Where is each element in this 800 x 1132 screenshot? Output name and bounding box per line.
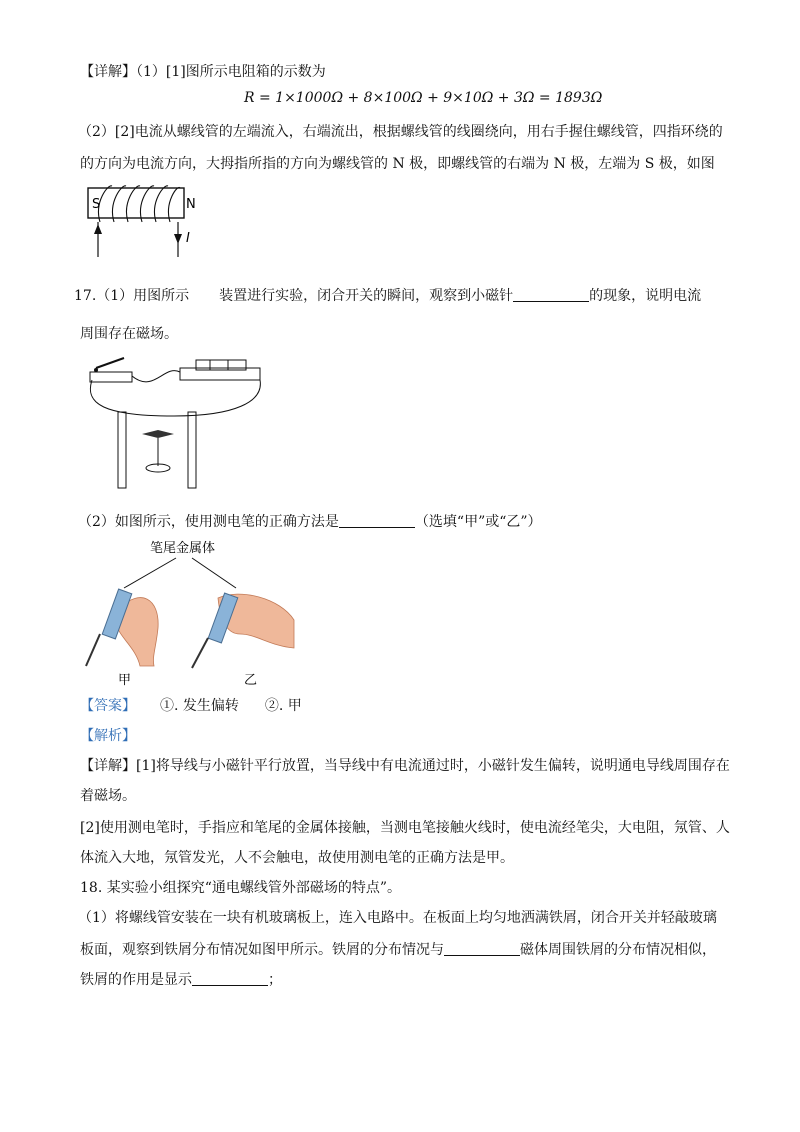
q17-p1 — [74, 286, 701, 306]
q17-d2a: [2]使用测电笔时，手指应和笔尾的金属体接触，当测电笔接触火线时，使电流经笔尖，大电阻，氖管、人 — [80, 820, 730, 836]
q17-d1b: 着磁场。 — [80, 788, 136, 804]
oersted-apparatus-figure — [84, 354, 274, 494]
q17-detail-line1 — [80, 756, 730, 776]
sec16-p1: （1）[1]图所示电阻箱的示数为 — [136, 64, 326, 80]
sec16-line1 — [80, 62, 326, 82]
label-yi: 乙 — [244, 673, 258, 688]
q18-p1d-line — [80, 970, 282, 990]
q18-p1d: 铁屑的作用是显示 — [80, 972, 192, 988]
sec16-p2a: （2）[2]电流从螺线管的左端流入，右端流出，根据螺线管的线圈绕向，用右手握住螺线管，四指环绕的 — [78, 124, 723, 140]
answer-tag: 【答案】 — [80, 698, 136, 714]
detail-tag-2: 【详解】 — [80, 758, 136, 774]
answer-blank-1[interactable] — [513, 287, 589, 302]
label-jia: 甲 — [118, 673, 132, 688]
n-pole-label: N — [186, 197, 196, 212]
q17-p1d: 周围存在磁场。 — [80, 326, 178, 342]
q18-p1e: ； — [268, 972, 282, 988]
answer-1: ①. 发生偏转 — [160, 698, 239, 714]
q17-p2b: （选填“甲”或“乙”） — [414, 514, 542, 530]
analysis-tag: 【解析】 — [80, 728, 136, 744]
q18-title: 18. 某实验小组探究“通电螺线管外部磁场的特点”。 — [80, 880, 402, 896]
pen-tail-metal-label: 笔尾金属体 — [150, 541, 216, 556]
q17-answer — [80, 696, 302, 716]
detail-tag: 【详解】 — [80, 64, 136, 80]
q17-p1b: 装置进行实验，闭合开关的瞬间，观察到小磁针 — [219, 288, 514, 304]
q18-p1c: 磁体周围铁屑的分布情况相似， — [520, 942, 716, 958]
s-pole-label: S — [92, 197, 101, 212]
test-pen-figure — [80, 538, 310, 688]
answer-blank-4[interactable] — [192, 971, 268, 986]
q18-p1b: 板面，观察到铁屑分布情况如图甲所示。铁屑的分布情况与 — [80, 942, 444, 958]
answer-blank-3[interactable] — [444, 941, 520, 956]
current-label: I — [186, 231, 190, 246]
solenoid-figure — [80, 182, 210, 262]
q17-d2b: 体流入大地，氖管发光，人不会触电，故使用测电笔的正确方法是甲。 — [80, 850, 514, 866]
q17-p1c: 的现象，说明电流 — [589, 288, 702, 304]
q18-p1b-line — [80, 940, 716, 960]
q18-p1a: （1）将螺线管安装在一块有机玻璃板上，连入电路中。在板面上均匀地洒满铁屑，闭合开关并轻敲玻璃 — [78, 910, 717, 926]
answer-blank-2[interactable] — [339, 513, 415, 528]
q17-p2 — [78, 512, 542, 532]
q17-p2a: （2）如图所示，使用测电笔的正确方法是 — [78, 514, 339, 530]
answer-2: ②. 甲 — [264, 698, 302, 714]
q17-d1a: [1]将导线与小磁针平行放置，当导线中有电流通过时，小磁针发生偏转，说明通电导线周围存在 — [136, 758, 730, 774]
resistance-formula: R = 1×1000Ω + 8×100Ω + 9×10Ω + 3Ω = 1893Ω — [244, 90, 603, 106]
q17-p1a: 17.（1）用图所示 — [74, 288, 190, 304]
sec16-p2b: 的方向为电流方向，大拇指所指的方向为螺线管的 N 极，即螺线管的右端为 N 极，左端为 S 极，如图 — [80, 156, 715, 172]
